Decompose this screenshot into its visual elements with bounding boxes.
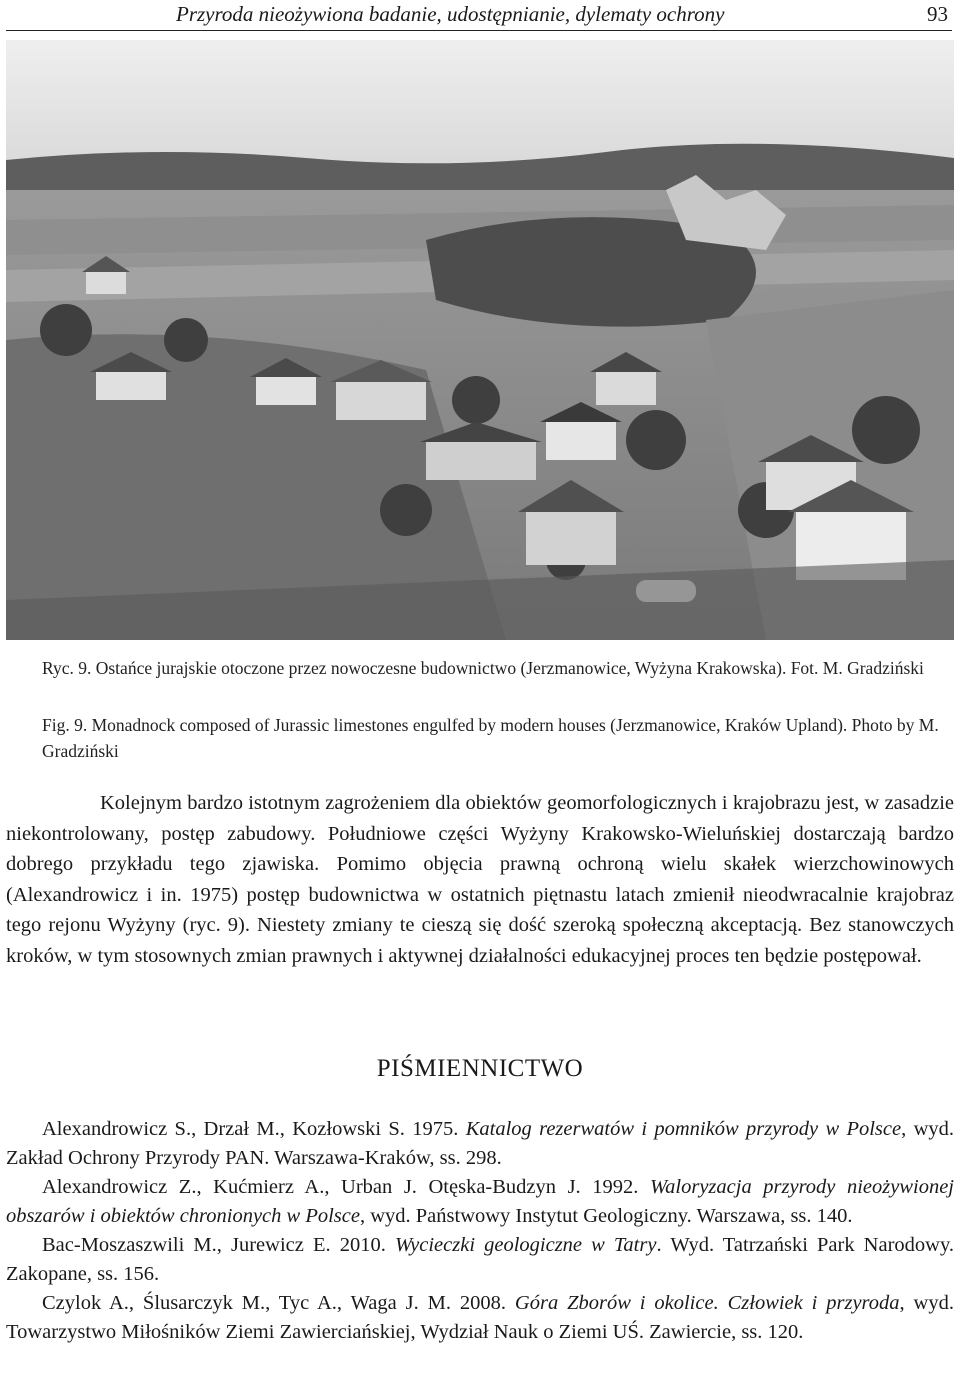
- figure-caption-en: [6, 712, 954, 764]
- reference-title: Katalog rezerwatów i pomników przyrody w Polsce: [465, 1118, 902, 1140]
- references-list: [6, 1115, 954, 1347]
- reference-authors: Czylok A., Ślusarczyk M., Tyc A., Waga J. M. 2008.: [42, 1292, 515, 1314]
- body-paragraph: Kolejnym bardzo istotnym zagrożeniem dla obiektów geomorfologicznych i krajobrazu jest, w zasadzie niekontrolowany, postęp zabudowy. Południowe części Wyżyny Krakowsko-Wieluńskiej dostarczają bardzo dobrego przykładu tego zjawiska. Pomimo objęcia prawną ochroną wielu skałek wierzchowinowych (Alexandrowicz i in. 1975) postęp budownictwa w ostatnich piętnastu latach zmienił nieodwracalnie krajobraz tego rejonu Wyżyny (ryc. 9). Niestety zmiany te cieszą się dość szeroką społeczną akceptacją. Bez stanowczych kroków, w tym stosownych zmian prawnych i aktywnej działalności edukacyjnej proces ten będzie postępował.: [6, 792, 954, 967]
- page-number: 93: [927, 2, 948, 26]
- reference-title: Góra Zborów i okolice. Człowiek i przyroda: [514, 1292, 900, 1314]
- page-header: [6, 0, 952, 31]
- reference-authors: Alexandrowicz S., Drzał M., Kozłowski S. 1975.: [42, 1118, 466, 1140]
- reference-details: , wyd. Państwowy Instytut Geologiczny. Warszawa, ss. 140.: [359, 1205, 853, 1227]
- caption-en-text: Fig. 9. Monadnock composed of Jurassic limestones engulfed by modern houses (Jerzmanowice, Kraków Upland). Photo by M. Gradziński: [42, 715, 939, 761]
- reference-details: . Wyd. Tatrzański Park Narodowy. Zakopane, ss. 156.: [6, 1234, 955, 1285]
- running-title: Przyroda nieożywiona badanie, udostępnianie, dylematy ochrony: [176, 2, 725, 26]
- reference-authors: Alexandrowicz Z., Kućmierz A., Urban J. Otęska-Budzyn J. 1992.: [42, 1176, 650, 1198]
- reference-authors: Bac-Moszaszwili M., Jurewicz E. 2010.: [42, 1234, 395, 1256]
- reference-item: [6, 1115, 954, 1173]
- reference-item: [6, 1231, 954, 1289]
- landscape-photo-illustration: [6, 40, 954, 640]
- caption-pl-text: Ryc. 9. Ostańce jurajskie otoczone przez nowoczesne budownictwo (Jerzmanowice, Wyżyna Krakowska). Fot. M. Gradziński: [42, 658, 924, 678]
- references-heading: PIŚMIENNICTWO: [376, 1055, 584, 1082]
- figure-caption-pl: [6, 655, 954, 681]
- reference-title: Waloryzacja przyrody nieożywionej obszarów i obiektów chronionych w Polsce: [6, 1176, 954, 1227]
- reference-details: , wyd. Towarzystwo Miłośników Ziemi Zawierciańskiej, Wydział Nauk o Ziemi UŚ. Zawiercie, ss. 120.: [6, 1292, 954, 1343]
- reference-details: , wyd. Zakład Ochrony Przyrody PAN. Warszawa-Kraków, ss. 298.: [6, 1118, 954, 1169]
- reference-item: [6, 1173, 954, 1231]
- figure-photo: [6, 40, 954, 640]
- reference-title: Wycieczki geologiczne w Tatry: [394, 1234, 657, 1256]
- reference-item: [6, 1289, 954, 1347]
